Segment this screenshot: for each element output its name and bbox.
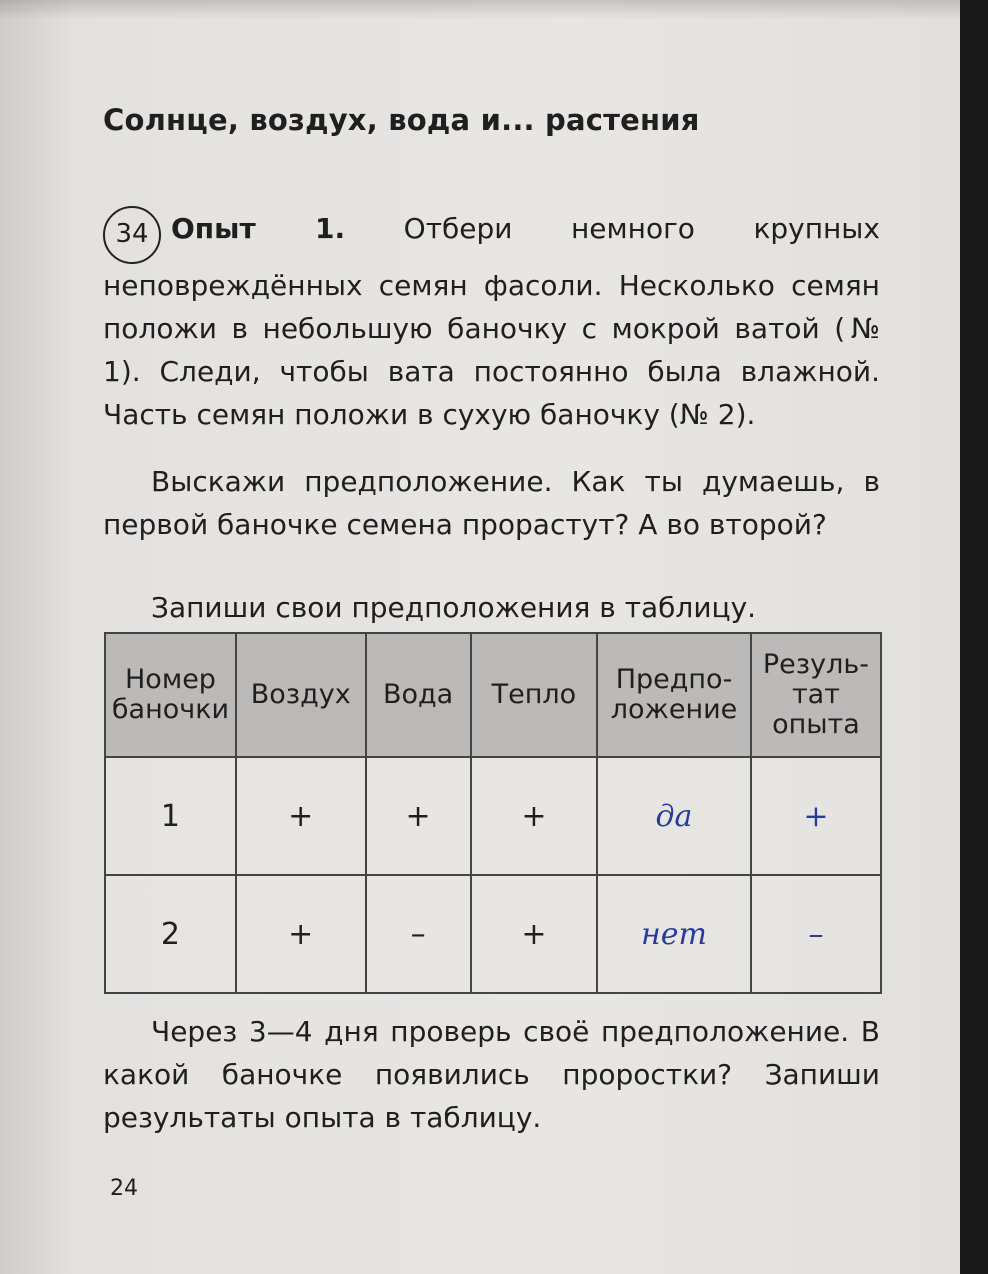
cell-result-handwritten[interactable]: + [751,757,881,875]
header-result: Резуль-тат опыта [751,633,881,757]
experiment-label: Опыт 1. [171,212,346,245]
scan-edge [960,0,988,1274]
header-water: Вода [366,633,471,757]
task-paragraph-2: Выскажи предположение. Как ты думаешь, в первой баночке семена прорастут? А во второй? [103,465,880,541]
cell-water: – [366,875,471,993]
cell-result-handwritten[interactable]: – [751,875,881,993]
table-row [105,757,881,875]
cell-air: + [236,875,366,993]
task-number-badge: 34 [103,206,161,264]
cell-heat: + [471,757,597,875]
task-instructions: Отбери немного крупных неповреждённых семян фасоли. Несколько семян положи в небольшую баночку с мокрой ватой (№ 1). Следи, чтобы вата постоянно была влажной. Часть семян положи в сухую баночку (№ 2). [103,212,880,431]
cell-heat: + [471,875,597,993]
table-row [105,875,881,993]
task-paragraph-3: Запиши свои предположения в таблицу. [151,591,757,624]
header-prediction: Предпо-ложение [597,633,751,757]
section-title: Солнце, воздух, вода и... растения [103,103,700,137]
table-header-row [105,633,881,757]
header-air: Воздух [236,633,366,757]
cell-water: + [366,757,471,875]
cell-jar: 2 [105,875,236,993]
cell-air: + [236,757,366,875]
page-shadow [0,0,960,20]
cell-jar: 1 [105,757,236,875]
cell-prediction-handwritten[interactable]: нет [597,875,751,993]
task-paragraph-4: Через 3—4 дня проверь своё предположение. В какой баночке появились проростки? Запиши результаты опыта в таблицу. [103,1015,880,1134]
task-paragraph-1 [103,206,880,436]
header-heat: Тепло [471,633,597,757]
experiment-table [104,632,882,994]
header-jar-number: Номер баночки [105,633,236,757]
cell-prediction-handwritten[interactable]: да [597,757,751,875]
page-number: 24 [110,1176,138,1201]
